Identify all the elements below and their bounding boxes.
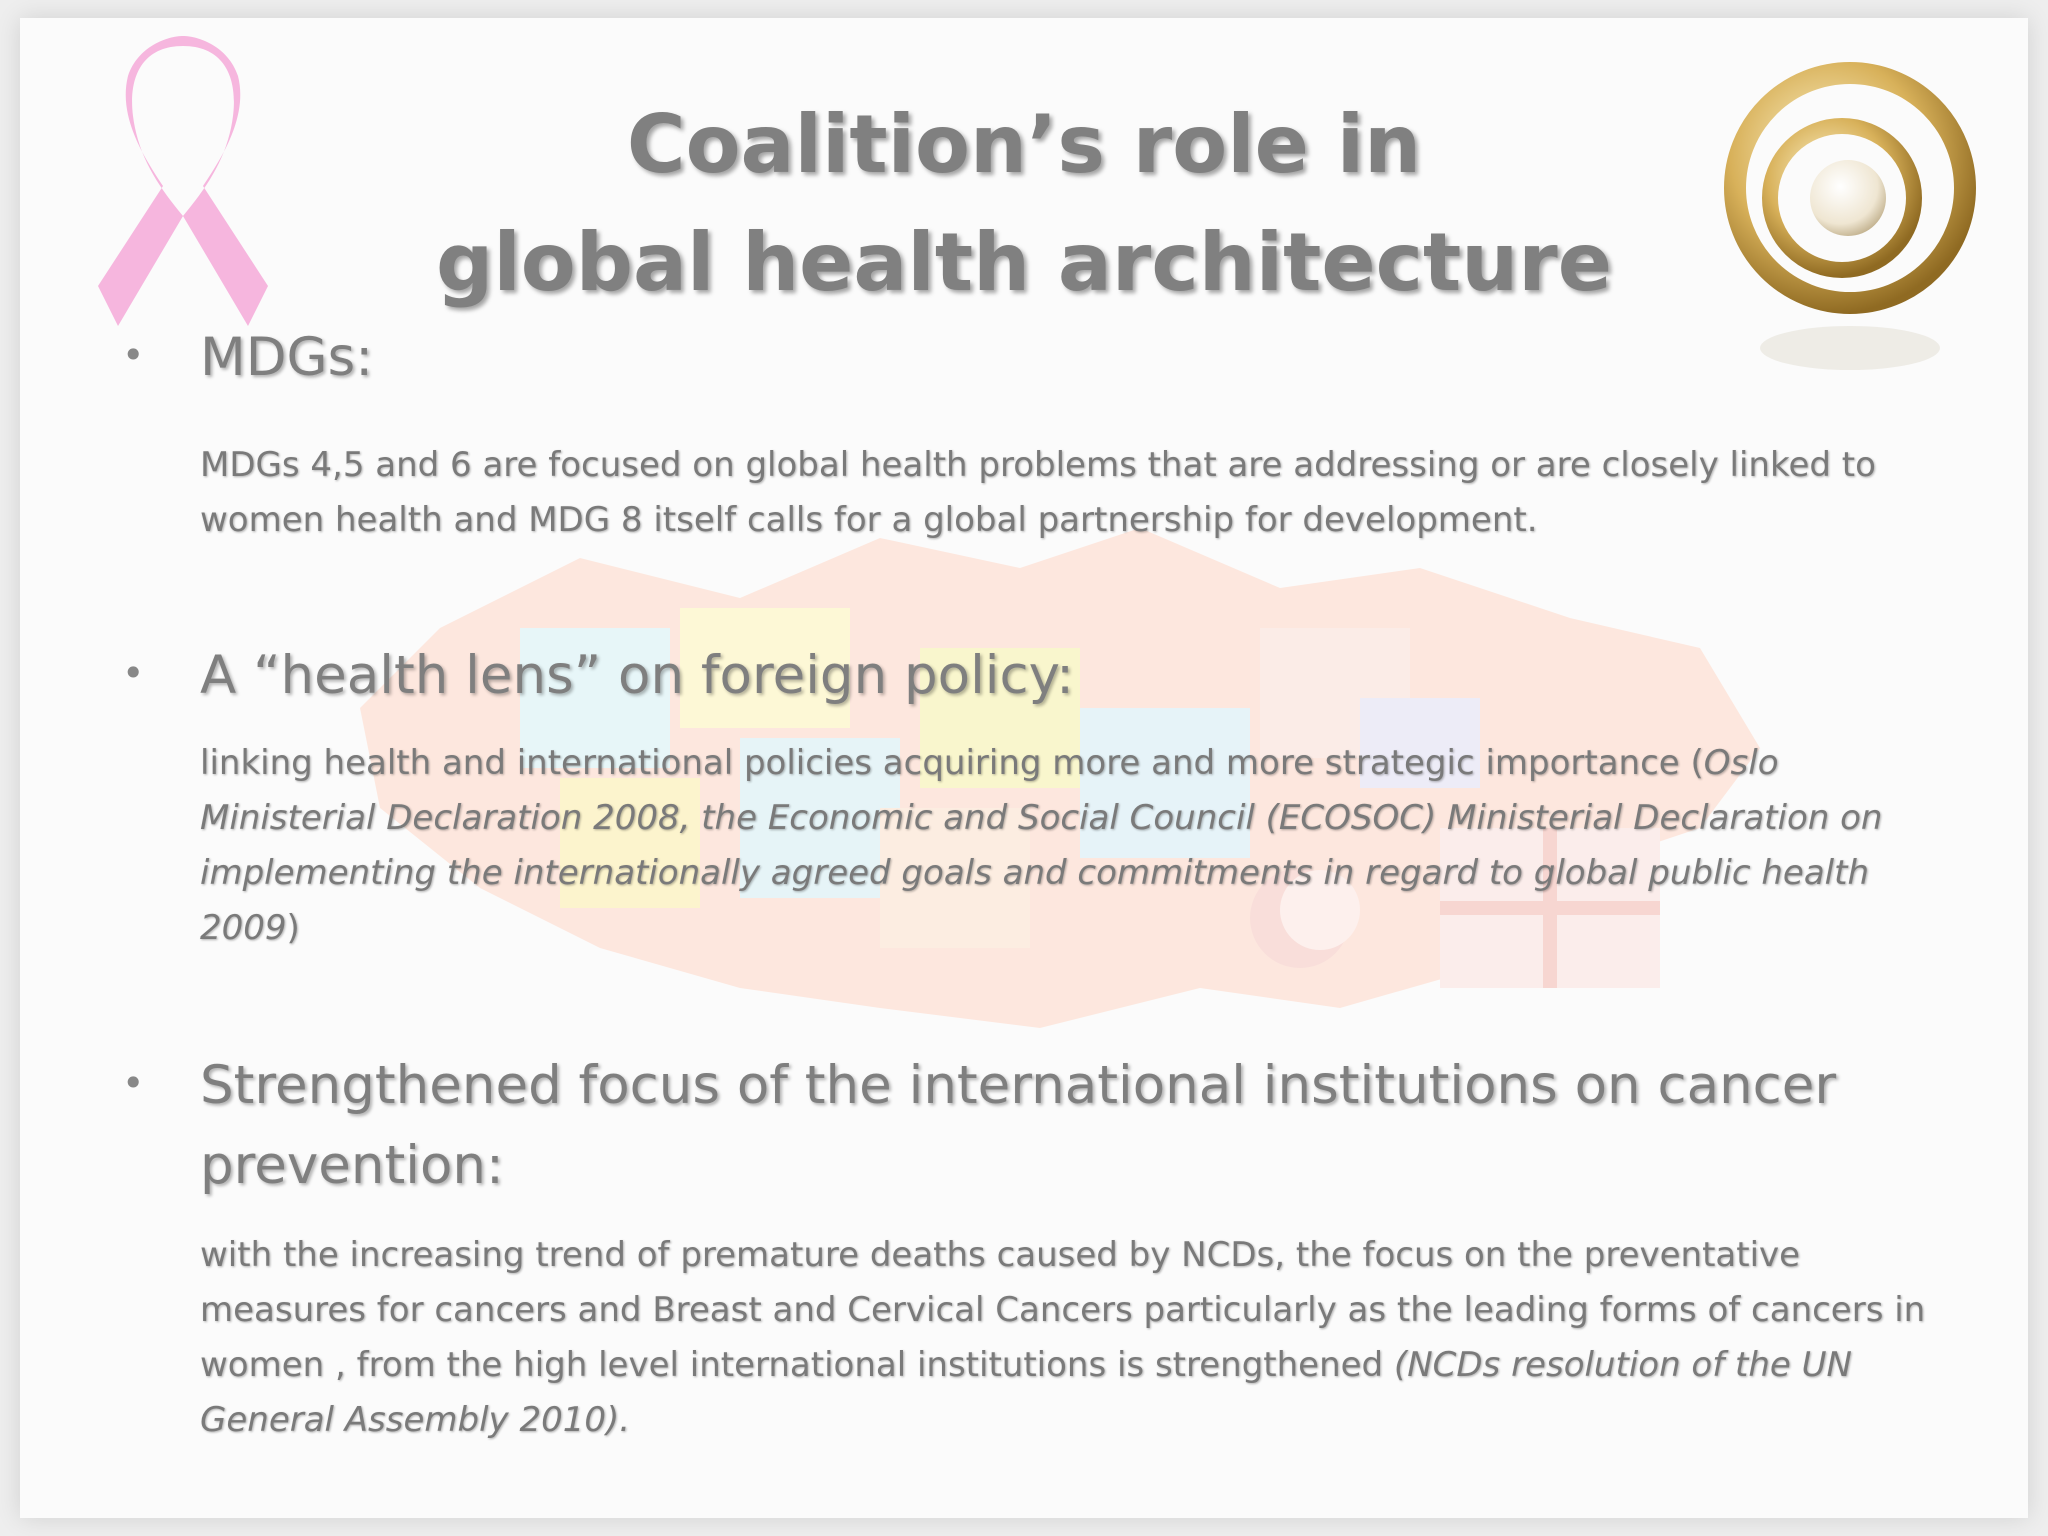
health-lens-text-plain: linking health and international policies acquiring more and more strategic importance ( bbox=[200, 743, 1704, 783]
title-line-2: global health architecture bbox=[436, 216, 1612, 309]
section-text-health-lens bbox=[200, 736, 1960, 956]
bullet-icon: • bbox=[122, 333, 145, 377]
section-heading-cancer-prevention: Strengthened focus of the international institutions on cancer prevention: bbox=[200, 1055, 1837, 1196]
health-lens-text-end: ) bbox=[286, 908, 300, 948]
bullet-icon: • bbox=[122, 651, 145, 695]
slide-title bbox=[20, 86, 2028, 322]
cancer-prevention-text-plain: with the increasing trend of premature deaths caused by NCDs, the focus on the preventative measures for cancers and Breast and Cervical Cancers particularly as the leading forms of cancers in women , from the high level international institutions is strengthened bbox=[200, 1235, 1926, 1385]
cancer-prevention-text-citation: (NCDs resolution of the UN General Assembly 2010). bbox=[200, 1345, 1852, 1440]
health-lens-text-citation: Oslo Ministerial Declaration 2008, the Economic and Social Council (ECOSOC) Ministerial Declaration on implementing the internationally agreed goals and commitments in regard to global public health 2009 bbox=[200, 743, 1883, 948]
bullet-icon: • bbox=[122, 1061, 145, 1105]
slide bbox=[20, 18, 2028, 1518]
title-line-1: Coalition’s role in bbox=[626, 98, 1422, 191]
section-heading-mdgs: MDGs: bbox=[200, 327, 374, 388]
section-text-cancer-prevention bbox=[200, 1228, 1960, 1448]
section-heading-health-lens: A “health lens” on foreign policy: bbox=[200, 645, 1075, 706]
section-text-mdgs: MDGs 4,5 and 6 are focused on global health problems that are addressing or are closely linked to women health and MDG 8 itself calls for a global partnership for development. bbox=[200, 445, 1876, 540]
